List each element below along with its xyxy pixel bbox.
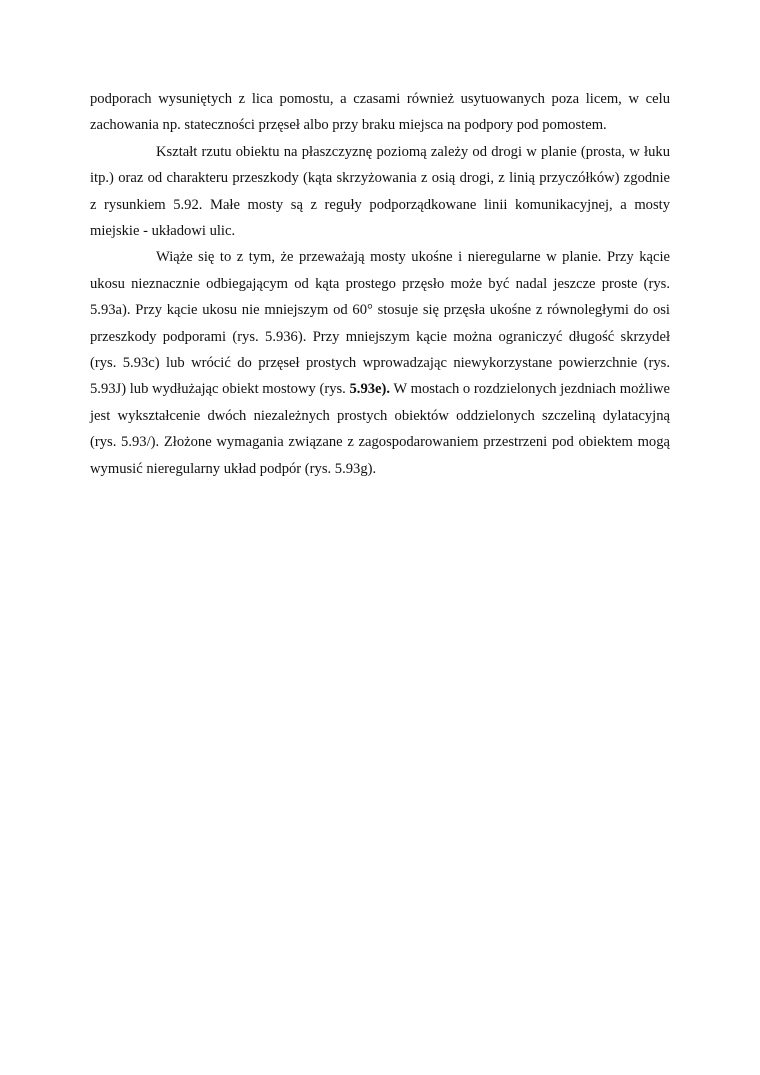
paragraph-supports: podporach wysuniętych z lica pomostu, a czasami również usytuowanych poza licem, w celu zachowania np. stateczności przęseł albo przy braku miejsca na podpory pod pomostem. xyxy=(90,91,670,134)
paragraph-text-after-ref: W mostach o rozdzielonych jezdniach możliwe jest wykształcenie dwóch niezależnych prostych obiektów oddzielonych szczeliną dylatacyjną (rys. 5.93/). Złożone wymagania związane z zagospodarowaniem przestrzeni pod obiektem mogą wymusić nieregularny układ podpór (rys. 5.93g). xyxy=(90,381,671,477)
paragraph-plan-shape: Kształt rzutu obiektu na płaszczyznę poziomą zależy od drogi w planie (prosta, w łuku itp.) oraz od charakteru przeszkody (kąta skrzyżowania z osią drogi, z linią przyczółków) zgodnie z rysunkiem 5.92. Małe mosty są z reguły podporządkowane linii komunikacyjnej, a mosty miejskie - układowi ulic. xyxy=(90,143,670,240)
figure-reference-bold: 5.93e). xyxy=(349,381,391,398)
document-page xyxy=(90,86,670,482)
paragraph-text-before-ref: Wiąże się to z tym, że przeważają mosty ukośne i nieregularne w planie. Przy kącie ukosu nieznacznie odbiegającym od kąta prostego przęsło może być nadal jeszcze proste (rys. 5.93a). Przy kącie ukosu nie mniejszym od 60° stosuje się przęsła ukośne z równoległymi do osi przeszkody podporami (rys. 5.936). Przy mniejszym kącie można ograniczyć długość skrzydeł (rys. 5.93c) lub wrócić do przęseł prostych wprowadzając niewykorzystane powierzchnie (rys. 5.93J) lub wydłużając obiekt mostowy (rys. xyxy=(90,249,670,398)
paragraph-skew-bridges xyxy=(90,244,670,482)
